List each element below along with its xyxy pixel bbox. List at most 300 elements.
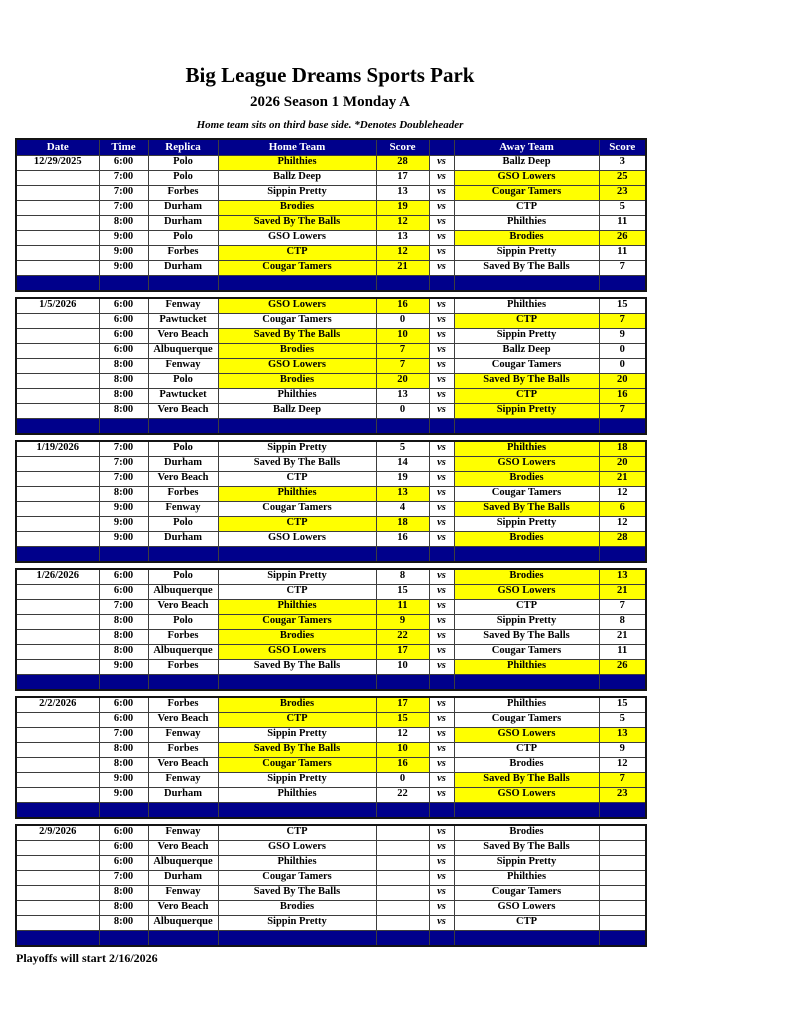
- section-separator-cell: [429, 930, 454, 946]
- date-cell: [16, 614, 99, 629]
- home-score-cell: 12: [376, 245, 429, 260]
- away-team-cell: Sippin Pretty: [454, 328, 599, 343]
- game-row: [16, 486, 646, 501]
- vs-cell: vs: [429, 757, 454, 772]
- home-team-cell: Ballz Deep: [218, 170, 376, 185]
- date-cell: [16, 403, 99, 418]
- replica-cell: Durham: [148, 456, 218, 471]
- game-row: [16, 870, 646, 885]
- replica-cell: Durham: [148, 215, 218, 230]
- time-cell: 9:00: [99, 531, 148, 546]
- date-cell: [16, 840, 99, 855]
- date-cell: 1/26/2026: [16, 569, 99, 585]
- time-cell: 8:00: [99, 486, 148, 501]
- date-cell: [16, 599, 99, 614]
- time-cell: 8:00: [99, 403, 148, 418]
- game-row: [16, 569, 646, 585]
- date-cell: [16, 915, 99, 930]
- away-score-cell: 23: [599, 787, 646, 802]
- home-team-cell: GSO Lowers: [218, 358, 376, 373]
- time-cell: 9:00: [99, 501, 148, 516]
- home-score-cell: 28: [376, 155, 429, 170]
- away-team-cell: Philthies: [454, 659, 599, 674]
- time-cell: 6:00: [99, 712, 148, 727]
- schedule-section-table: [15, 696, 647, 819]
- col-header-date: Date: [16, 139, 99, 156]
- time-cell: 6:00: [99, 328, 148, 343]
- replica-cell: Forbes: [148, 245, 218, 260]
- away-score-cell: 12: [599, 486, 646, 501]
- vs-cell: vs: [429, 358, 454, 373]
- schedule-section-table: [15, 297, 647, 435]
- vs-cell: vs: [429, 388, 454, 403]
- away-team-cell: GSO Lowers: [454, 787, 599, 802]
- time-cell: 6:00: [99, 569, 148, 585]
- home-team-cell: Cougar Tamers: [218, 260, 376, 275]
- section-separator-cell: [599, 546, 646, 562]
- time-cell: 7:00: [99, 200, 148, 215]
- away-team-cell: GSO Lowers: [454, 900, 599, 915]
- away-team-cell: Cougar Tamers: [454, 712, 599, 727]
- replica-cell: Pawtucket: [148, 388, 218, 403]
- away-score-cell: 5: [599, 200, 646, 215]
- away-score-cell: 26: [599, 230, 646, 245]
- game-row: [16, 742, 646, 757]
- game-row: [16, 185, 646, 200]
- home-team-cell: GSO Lowers: [218, 644, 376, 659]
- vs-cell: vs: [429, 569, 454, 585]
- date-cell: [16, 712, 99, 727]
- section-separator-cell: [16, 275, 99, 291]
- time-cell: 9:00: [99, 659, 148, 674]
- time-cell: 6:00: [99, 313, 148, 328]
- away-team-cell: Brodies: [454, 825, 599, 841]
- home-score-cell: [376, 825, 429, 841]
- home-score-cell: 13: [376, 185, 429, 200]
- away-score-cell: 28: [599, 531, 646, 546]
- column-header-row: [16, 139, 646, 156]
- home-team-cell: Cougar Tamers: [218, 757, 376, 772]
- vs-cell: vs: [429, 855, 454, 870]
- date-cell: [16, 358, 99, 373]
- section-separator-cell: [454, 418, 599, 434]
- game-row: [16, 531, 646, 546]
- home-team-cell: Philthies: [218, 486, 376, 501]
- away-score-cell: 15: [599, 697, 646, 713]
- time-cell: 7:00: [99, 471, 148, 486]
- vs-cell: vs: [429, 403, 454, 418]
- section-separator-cell: [454, 674, 599, 690]
- time-cell: 9:00: [99, 772, 148, 787]
- section-separator-cell: [218, 418, 376, 434]
- home-team-cell: Sippin Pretty: [218, 185, 376, 200]
- away-score-cell: 0: [599, 358, 646, 373]
- date-cell: [16, 659, 99, 674]
- away-team-cell: Cougar Tamers: [454, 885, 599, 900]
- date-cell: [16, 388, 99, 403]
- section-separator-cell: [99, 930, 148, 946]
- replica-cell: Albuquerque: [148, 915, 218, 930]
- time-cell: 8:00: [99, 388, 148, 403]
- home-team-cell: Sippin Pretty: [218, 915, 376, 930]
- replica-cell: Fenway: [148, 825, 218, 841]
- away-score-cell: 16: [599, 388, 646, 403]
- date-cell: [16, 644, 99, 659]
- page-title: Big League Dreams Sports Park: [185, 63, 475, 87]
- time-cell: 8:00: [99, 742, 148, 757]
- time-cell: 8:00: [99, 358, 148, 373]
- home-score-cell: [376, 915, 429, 930]
- section-separator-cell: [148, 930, 218, 946]
- game-row: [16, 155, 646, 170]
- section-separator-cell: [218, 802, 376, 818]
- away-team-cell: GSO Lowers: [454, 170, 599, 185]
- home-score-cell: 7: [376, 343, 429, 358]
- time-cell: 8:00: [99, 629, 148, 644]
- away-team-cell: Brodies: [454, 230, 599, 245]
- vs-cell: vs: [429, 584, 454, 599]
- time-cell: 6:00: [99, 155, 148, 170]
- schedule-note: Home team sits on third base side. *Denotes Doubleheader: [196, 118, 464, 131]
- home-team-cell: Sippin Pretty: [218, 772, 376, 787]
- home-team-cell: Ballz Deep: [218, 403, 376, 418]
- col-header-vs: [429, 139, 454, 156]
- away-score-cell: 8: [599, 614, 646, 629]
- date-cell: 12/29/2025: [16, 155, 99, 170]
- game-row: [16, 441, 646, 457]
- replica-cell: Albuquerque: [148, 644, 218, 659]
- section-separator-row: [16, 546, 646, 562]
- schedule-section-table: [15, 568, 647, 691]
- away-team-cell: Cougar Tamers: [454, 185, 599, 200]
- away-team-cell: Ballz Deep: [454, 155, 599, 170]
- section-separator-cell: [148, 802, 218, 818]
- date-cell: [16, 185, 99, 200]
- away-team-cell: Saved By The Balls: [454, 501, 599, 516]
- vs-cell: vs: [429, 599, 454, 614]
- vs-cell: vs: [429, 644, 454, 659]
- away-team-cell: CTP: [454, 388, 599, 403]
- away-score-cell: [599, 825, 646, 841]
- section-separator-cell: [376, 546, 429, 562]
- away-team-cell: Sippin Pretty: [454, 614, 599, 629]
- home-score-cell: 10: [376, 742, 429, 757]
- vs-cell: vs: [429, 298, 454, 314]
- col-header-home-score: Score: [376, 139, 429, 156]
- time-cell: 6:00: [99, 343, 148, 358]
- date-cell: [16, 757, 99, 772]
- replica-cell: Fenway: [148, 772, 218, 787]
- section-separator-cell: [218, 275, 376, 291]
- vs-cell: vs: [429, 456, 454, 471]
- section-separator-cell: [218, 674, 376, 690]
- away-team-cell: GSO Lowers: [454, 727, 599, 742]
- home-score-cell: 20: [376, 373, 429, 388]
- away-team-cell: Sippin Pretty: [454, 245, 599, 260]
- time-cell: 8:00: [99, 215, 148, 230]
- date-cell: [16, 328, 99, 343]
- away-score-cell: [599, 840, 646, 855]
- section-separator-cell: [99, 275, 148, 291]
- home-score-cell: 17: [376, 697, 429, 713]
- away-score-cell: 7: [599, 599, 646, 614]
- time-cell: 7:00: [99, 599, 148, 614]
- section-separator-cell: [99, 418, 148, 434]
- away-score-cell: 21: [599, 471, 646, 486]
- replica-cell: Polo: [148, 170, 218, 185]
- replica-cell: Fenway: [148, 358, 218, 373]
- replica-cell: Polo: [148, 516, 218, 531]
- away-team-cell: Philthies: [454, 697, 599, 713]
- replica-cell: Vero Beach: [148, 900, 218, 915]
- away-score-cell: 12: [599, 516, 646, 531]
- replica-cell: Polo: [148, 614, 218, 629]
- vs-cell: vs: [429, 313, 454, 328]
- replica-cell: Vero Beach: [148, 840, 218, 855]
- away-score-cell: 7: [599, 403, 646, 418]
- replica-cell: Fenway: [148, 298, 218, 314]
- away-team-cell: CTP: [454, 742, 599, 757]
- home-team-cell: Saved By The Balls: [218, 328, 376, 343]
- section-separator-row: [16, 802, 646, 818]
- away-score-cell: 15: [599, 298, 646, 314]
- game-row: [16, 772, 646, 787]
- away-team-cell: Sippin Pretty: [454, 855, 599, 870]
- vs-cell: vs: [429, 531, 454, 546]
- game-row: [16, 840, 646, 855]
- date-cell: [16, 531, 99, 546]
- vs-cell: vs: [429, 215, 454, 230]
- home-score-cell: 5: [376, 441, 429, 457]
- replica-cell: Polo: [148, 569, 218, 585]
- away-team-cell: CTP: [454, 313, 599, 328]
- playoffs-note: Playoffs will start 2/16/2026: [16, 950, 158, 965]
- game-row: [16, 298, 646, 314]
- section-separator-cell: [454, 930, 599, 946]
- vs-cell: vs: [429, 870, 454, 885]
- away-score-cell: 18: [599, 441, 646, 457]
- home-team-cell: Brodies: [218, 697, 376, 713]
- away-team-cell: CTP: [454, 599, 599, 614]
- away-score-cell: 13: [599, 569, 646, 585]
- section-separator-cell: [429, 802, 454, 818]
- home-team-cell: Cougar Tamers: [218, 870, 376, 885]
- away-score-cell: 11: [599, 245, 646, 260]
- replica-cell: Albuquerque: [148, 343, 218, 358]
- date-cell: 1/5/2026: [16, 298, 99, 314]
- vs-cell: vs: [429, 659, 454, 674]
- home-score-cell: 22: [376, 787, 429, 802]
- time-cell: 6:00: [99, 584, 148, 599]
- home-team-cell: Philthies: [218, 787, 376, 802]
- game-row: [16, 712, 646, 727]
- vs-cell: vs: [429, 260, 454, 275]
- away-score-cell: 26: [599, 659, 646, 674]
- home-team-cell: Philthies: [218, 388, 376, 403]
- home-team-cell: GSO Lowers: [218, 298, 376, 314]
- replica-cell: Vero Beach: [148, 328, 218, 343]
- date-cell: [16, 313, 99, 328]
- section-separator-cell: [99, 546, 148, 562]
- vs-cell: vs: [429, 840, 454, 855]
- game-row: [16, 629, 646, 644]
- schedule-section-table: [15, 138, 647, 292]
- date-cell: [16, 855, 99, 870]
- date-cell: [16, 742, 99, 757]
- replica-cell: Polo: [148, 230, 218, 245]
- replica-cell: Forbes: [148, 629, 218, 644]
- time-cell: 7:00: [99, 441, 148, 457]
- vs-cell: vs: [429, 185, 454, 200]
- replica-cell: Durham: [148, 531, 218, 546]
- section-separator-cell: [148, 275, 218, 291]
- away-team-cell: Sippin Pretty: [454, 516, 599, 531]
- home-team-cell: Saved By The Balls: [218, 885, 376, 900]
- replica-cell: Durham: [148, 787, 218, 802]
- away-team-cell: Ballz Deep: [454, 343, 599, 358]
- section-separator-cell: [148, 418, 218, 434]
- away-team-cell: Saved By The Balls: [454, 260, 599, 275]
- away-team-cell: Philthies: [454, 441, 599, 457]
- away-score-cell: [599, 870, 646, 885]
- vs-cell: vs: [429, 170, 454, 185]
- vs-cell: vs: [429, 727, 454, 742]
- home-score-cell: 17: [376, 170, 429, 185]
- home-team-cell: CTP: [218, 516, 376, 531]
- away-score-cell: 9: [599, 742, 646, 757]
- away-team-cell: Cougar Tamers: [454, 358, 599, 373]
- home-score-cell: 16: [376, 531, 429, 546]
- replica-cell: Forbes: [148, 486, 218, 501]
- away-score-cell: [599, 915, 646, 930]
- home-team-cell: GSO Lowers: [218, 840, 376, 855]
- page-subtitle: 2026 Season 1 Monday A: [249, 94, 411, 111]
- game-row: [16, 245, 646, 260]
- game-row: [16, 456, 646, 471]
- vs-cell: vs: [429, 516, 454, 531]
- home-score-cell: [376, 855, 429, 870]
- time-cell: 8:00: [99, 915, 148, 930]
- date-cell: [16, 456, 99, 471]
- away-score-cell: 6: [599, 501, 646, 516]
- away-team-cell: Saved By The Balls: [454, 373, 599, 388]
- away-score-cell: 21: [599, 584, 646, 599]
- away-score-cell: 7: [599, 260, 646, 275]
- time-cell: 7:00: [99, 456, 148, 471]
- section-separator-cell: [218, 930, 376, 946]
- home-team-cell: Saved By The Balls: [218, 215, 376, 230]
- game-row: [16, 900, 646, 915]
- home-score-cell: 0: [376, 403, 429, 418]
- away-team-cell: Saved By The Balls: [454, 629, 599, 644]
- home-score-cell: 19: [376, 200, 429, 215]
- away-team-cell: Sippin Pretty: [454, 403, 599, 418]
- vs-cell: vs: [429, 373, 454, 388]
- section-separator-cell: [454, 546, 599, 562]
- section-separator-cell: [599, 802, 646, 818]
- home-team-cell: Sippin Pretty: [218, 727, 376, 742]
- time-cell: 7:00: [99, 727, 148, 742]
- away-score-cell: 13: [599, 727, 646, 742]
- home-team-cell: Brodies: [218, 373, 376, 388]
- home-team-cell: Cougar Tamers: [218, 501, 376, 516]
- home-score-cell: 8: [376, 569, 429, 585]
- section-separator-cell: [16, 418, 99, 434]
- game-row: [16, 757, 646, 772]
- replica-cell: Durham: [148, 260, 218, 275]
- away-score-cell: 7: [599, 313, 646, 328]
- replica-cell: Forbes: [148, 659, 218, 674]
- time-cell: 6:00: [99, 697, 148, 713]
- game-row: [16, 915, 646, 930]
- date-cell: [16, 200, 99, 215]
- time-cell: 6:00: [99, 855, 148, 870]
- away-score-cell: 25: [599, 170, 646, 185]
- home-score-cell: 4: [376, 501, 429, 516]
- game-row: [16, 230, 646, 245]
- time-cell: 9:00: [99, 787, 148, 802]
- home-score-cell: 10: [376, 659, 429, 674]
- away-team-cell: Philthies: [454, 215, 599, 230]
- section-separator-cell: [454, 275, 599, 291]
- section-separator-cell: [599, 275, 646, 291]
- date-cell: [16, 343, 99, 358]
- home-score-cell: 13: [376, 486, 429, 501]
- away-team-cell: GSO Lowers: [454, 456, 599, 471]
- game-row: [16, 697, 646, 713]
- away-team-cell: Philthies: [454, 298, 599, 314]
- date-cell: [16, 629, 99, 644]
- time-cell: 8:00: [99, 757, 148, 772]
- col-header-away-score: Score: [599, 139, 646, 156]
- home-team-cell: Cougar Tamers: [218, 614, 376, 629]
- game-row: [16, 343, 646, 358]
- home-score-cell: 19: [376, 471, 429, 486]
- replica-cell: Fenway: [148, 885, 218, 900]
- section-separator-cell: [429, 418, 454, 434]
- section-separator-cell: [599, 674, 646, 690]
- away-team-cell: Brodies: [454, 757, 599, 772]
- section-separator-row: [16, 674, 646, 690]
- away-score-cell: 11: [599, 215, 646, 230]
- replica-cell: Forbes: [148, 742, 218, 757]
- away-score-cell: 20: [599, 456, 646, 471]
- replica-cell: Forbes: [148, 185, 218, 200]
- section-separator-cell: [376, 802, 429, 818]
- home-score-cell: 21: [376, 260, 429, 275]
- home-team-cell: CTP: [218, 584, 376, 599]
- vs-cell: vs: [429, 230, 454, 245]
- replica-cell: Durham: [148, 200, 218, 215]
- away-team-cell: Cougar Tamers: [454, 486, 599, 501]
- section-separator-row: [16, 418, 646, 434]
- away-team-cell: Brodies: [454, 531, 599, 546]
- vs-cell: vs: [429, 629, 454, 644]
- away-score-cell: 5: [599, 712, 646, 727]
- section-separator-cell: [454, 802, 599, 818]
- game-row: [16, 885, 646, 900]
- game-row: [16, 644, 646, 659]
- section-separator-cell: [376, 275, 429, 291]
- game-row: [16, 471, 646, 486]
- time-cell: 7:00: [99, 870, 148, 885]
- away-score-cell: 11: [599, 644, 646, 659]
- game-row: [16, 584, 646, 599]
- time-cell: 8:00: [99, 614, 148, 629]
- date-cell: [16, 260, 99, 275]
- home-score-cell: 9: [376, 614, 429, 629]
- vs-cell: vs: [429, 825, 454, 841]
